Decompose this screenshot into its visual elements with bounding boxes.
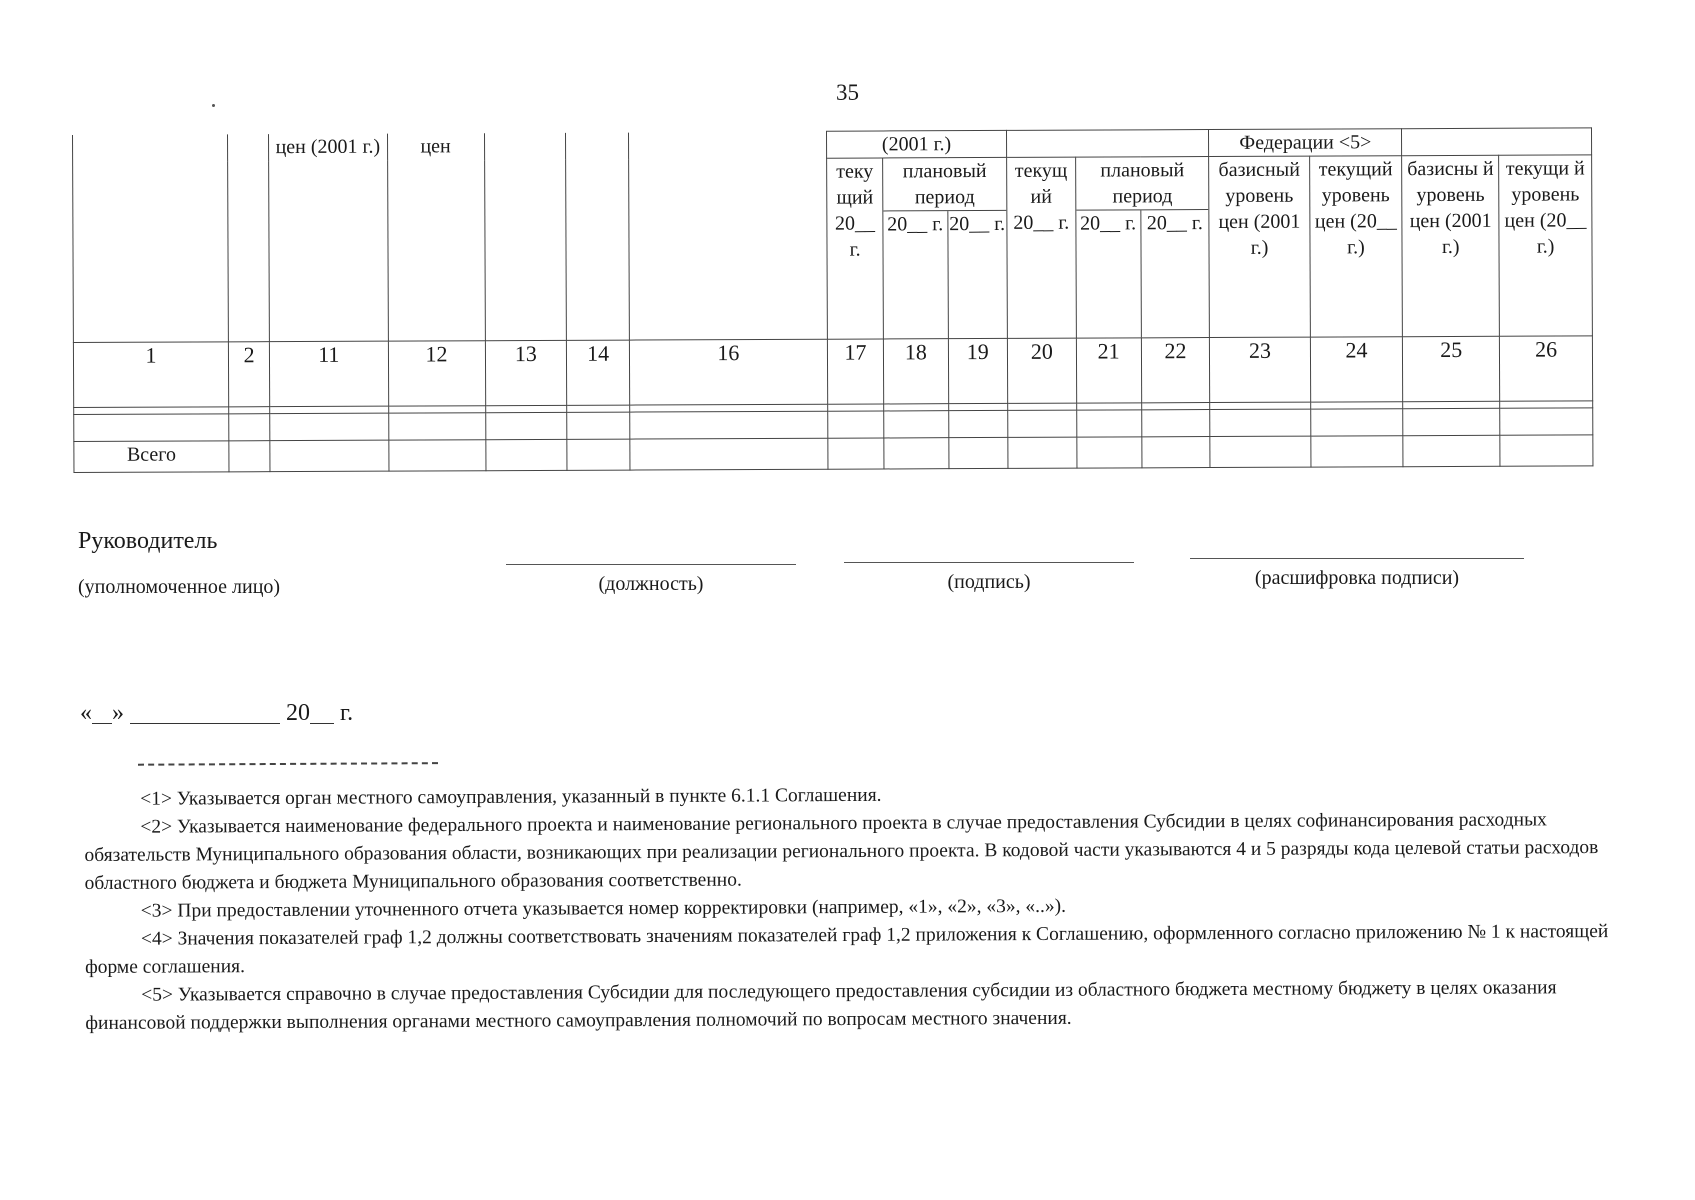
total-label: Всего — [74, 441, 229, 473]
column-number: 2 — [229, 342, 270, 407]
year-prefix: 20 — [286, 700, 310, 726]
signature-field — [844, 562, 1134, 594]
signature-title: Руководитель — [78, 528, 218, 554]
subheader-col17-text: теку щий 20__ г. — [834, 160, 875, 261]
subheader-col23: базисный уровень цен (2001 г.) — [1209, 156, 1310, 337]
day-blank — [92, 701, 112, 724]
column-number: 25 — [1403, 336, 1500, 401]
date-open-quote: « — [80, 700, 92, 726]
footnote-4: <4> Значения показателей граф 1,2 должны соответствовать значениям показателей граф 1,2 приложения к Соглашению, оформленного согласно приложению № 1 к настоящей форме соглашения. — [85, 921, 1609, 978]
subheader-col21: 20__ г. — [1076, 210, 1141, 337]
footnote-1: <1> Указывается орган местного самоуправления, указанный в пункте 6.1.1 Соглашения. — [140, 784, 882, 810]
planned-period-years-1 — [883, 211, 1006, 339]
subheader-col26: текущи й уровень цен (20__ г.) — [1499, 155, 1593, 336]
position-caption: (должность) — [598, 573, 704, 595]
footnotes — [84, 756, 1655, 1038]
subheader-planned-period-1 — [883, 157, 1008, 339]
column-number: 22 — [1141, 338, 1210, 403]
planned-period-label-2: плановый период — [1076, 157, 1209, 211]
column-number: 17 — [827, 339, 883, 404]
header-cell-col12: цен — [387, 133, 485, 341]
group-header-federation: Федерации <5> — [1209, 129, 1402, 157]
signature-caption: (подпись) — [947, 571, 1031, 593]
column-number: 26 — [1500, 336, 1593, 401]
footnote-separator — [138, 762, 438, 766]
column-number: 12 — [388, 341, 485, 406]
header-cell-col1 — [73, 134, 229, 343]
date-line — [80, 700, 353, 727]
header-cell-col16 — [628, 131, 827, 340]
column-number: 23 — [1210, 337, 1310, 402]
column-number: 18 — [883, 339, 948, 404]
column-number: 13 — [485, 340, 567, 405]
subheader-col18: 20__ г. — [883, 211, 948, 338]
year-blank — [310, 701, 334, 724]
footnote-5: <5> Указывается справочно в случае предоставления Субсидии для последующего предоставления субсидии из областного бюджета местному бюджету в целях оказания финансовой поддержки выполнения органами местного самоуправления полномочий по вопросам местного значения. — [85, 977, 1557, 1034]
subheader-col22: 20__ г. — [1146, 212, 1203, 235]
header-cell-col14 — [566, 132, 629, 340]
column-number: 21 — [1076, 338, 1141, 403]
subheader-col24: текущий уровень цен (20__ г.) — [1309, 156, 1402, 337]
position-field — [506, 564, 796, 596]
position-line — [506, 564, 796, 565]
subheader-planned-period-2 — [1075, 157, 1209, 339]
signature-subtitle: (уполномоченное лицо) — [78, 576, 281, 598]
column-number: 24 — [1310, 337, 1403, 402]
date-close-quote: » — [112, 700, 124, 726]
header-cell-col2 — [228, 134, 270, 342]
page-number: 35 — [836, 80, 859, 105]
total-row — [74, 435, 1593, 473]
column-number: 19 — [948, 338, 1008, 403]
scan-dot — [212, 104, 215, 107]
report-table-container — [72, 127, 1593, 473]
signature-line — [844, 562, 1134, 563]
column-number: 20 — [1007, 338, 1076, 403]
decoding-field — [1190, 558, 1524, 590]
decoding-line — [1190, 558, 1524, 559]
group-header-blank-right — [1402, 128, 1592, 156]
subheader-col25: базисны й уровень цен (2001 г.) — [1402, 155, 1500, 336]
header-cell-col11: цен (2001 г.) — [269, 133, 388, 342]
group-header-blank — [1006, 130, 1209, 158]
subheader-col19: 20__ г. — [949, 212, 1006, 236]
year-suffix: г. — [340, 700, 354, 726]
decoding-caption: (расшифровка подписи) — [1254, 567, 1460, 589]
month-blank — [130, 701, 280, 724]
footnote-2: <2> Указывается наименование федерального проекта и наименование регионального проекта в случае предоставления Субсидии в целях софинансирования расходных обязательств Муниципального образования области, возникающих при реализации регионального проекта. В кодовой части указываются 4 и 5 разряды кода целевой статьи расходов областного бюджета и бюджета Муниципального образования соответственно. — [84, 809, 1599, 894]
column-number: 1 — [73, 342, 228, 408]
column-number: 16 — [629, 339, 828, 405]
header-cell-col13 — [484, 132, 567, 340]
group-header-price-2001: (2001 г.) — [827, 130, 1007, 158]
report-table — [72, 127, 1593, 473]
column-number: 11 — [269, 341, 388, 407]
footnote-3: <3> При предоставлении уточненного отчета указывается номер корректировки (например, «1», «2», «3», «..»). — [140, 895, 1067, 922]
subheader-col20: текущ ий 20__ г. — [1007, 157, 1077, 338]
planned-period-years-2 — [1076, 210, 1209, 338]
column-number: 14 — [567, 340, 630, 405]
column-number-row — [73, 336, 1592, 408]
signature-block — [78, 528, 1578, 618]
subheader-col17 — [827, 158, 884, 339]
planned-period-label-1: плановый период — [883, 158, 1006, 212]
